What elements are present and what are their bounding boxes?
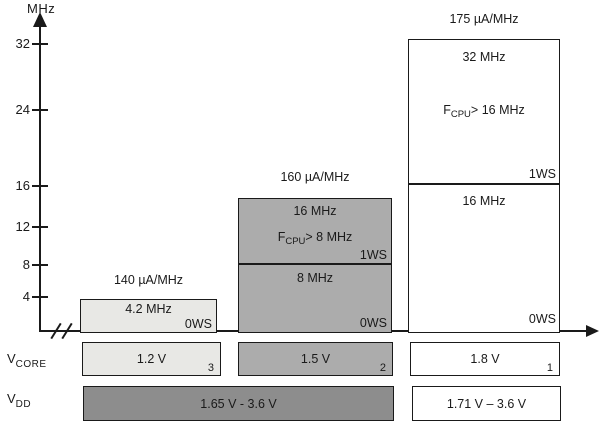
y-tick-32 [32, 43, 48, 45]
freq-label: 8 MHz [296, 271, 334, 285]
y-axis-line [39, 26, 41, 332]
range-number: 2 [379, 362, 386, 374]
y-tick-24 [32, 109, 48, 111]
range1-bar [408, 39, 560, 333]
y-tick-label: 24 [15, 102, 30, 117]
vdd-value: 1.65 V - 3.6 V [200, 397, 277, 411]
y-axis-arrow-icon [33, 12, 47, 27]
range-number: 1 [546, 362, 553, 374]
wait-state-label: 0WS [359, 316, 387, 330]
vdd-value: 1.71 V – 3.6 V [446, 397, 527, 411]
vcore-box-range3 [82, 342, 221, 376]
y-tick-16 [32, 185, 48, 187]
wait-state-label: 1WS [359, 248, 387, 262]
y-tick-label: 8 [22, 257, 30, 272]
range3-consumption-label: 140 µA/MHz [113, 273, 184, 287]
freq-label: 4.2 MHz [125, 302, 172, 316]
range2-bar [238, 198, 392, 333]
fcpu-condition-label: $F_{CPU}> 8$ MHz [277, 230, 353, 247]
vdd-box-high-range [412, 386, 561, 421]
vcore-value: 1.5 V [300, 352, 331, 366]
y-tick-8 [32, 264, 48, 266]
vcore-value: 1.8 V [470, 352, 500, 366]
y-tick-12 [32, 226, 48, 228]
vdd-row-label: $V_{DD}$ [7, 391, 32, 410]
y-tick-label: 4 [22, 289, 30, 304]
wait-state-label: 1WS [528, 167, 556, 181]
freq-label: 32 MHz [462, 50, 506, 64]
y-tick-label: 32 [15, 36, 30, 51]
wait-state-label: 0WS [528, 312, 556, 326]
range3-bar [80, 299, 217, 333]
vcore-row-label: $V_{CORE}$ [7, 351, 47, 370]
range-number: 3 [207, 362, 214, 374]
vcore-box-range1 [410, 342, 560, 376]
freq-label: 16 MHz [462, 194, 506, 208]
y-axis-unit-label: MHz [27, 1, 56, 16]
y-tick-4 [32, 296, 48, 298]
fcpu-condition-label: $F_{CPU}> 16$ MHz [443, 103, 525, 120]
wait-state-divider [409, 183, 559, 185]
wait-state-label: 0WS [184, 317, 212, 331]
range2-consumption-label: 160 µA/MHz [280, 170, 350, 184]
vcore-value: 1.2 V [136, 352, 167, 366]
y-tick-label: 16 [15, 178, 30, 193]
freq-label: 16 MHz [293, 204, 337, 218]
y-tick-label: 12 [15, 219, 30, 234]
range1-consumption-label: 175 µA/MHz [449, 12, 519, 26]
vdd-box-low-range [83, 386, 394, 421]
vcore-box-range2 [238, 342, 393, 376]
x-axis-arrow-icon [586, 325, 599, 337]
wait-state-divider [239, 263, 391, 265]
